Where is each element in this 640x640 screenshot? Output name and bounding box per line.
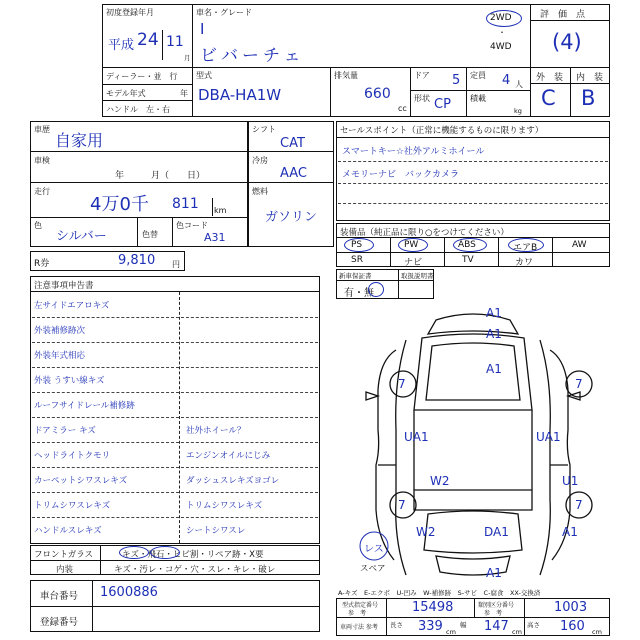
displacement: 660: [364, 86, 391, 102]
mark-left-quarter: W2: [416, 525, 436, 539]
height-unit: cm: [592, 628, 602, 636]
load-label: 積載: [470, 94, 486, 103]
warranty-value: 有・無: [344, 288, 374, 299]
shape: CP: [434, 97, 451, 112]
mark-front2: A1: [486, 327, 502, 341]
spare-mark: レス: [364, 544, 384, 555]
model-year-label: モデル年式: [106, 89, 146, 98]
height-value: 160: [560, 619, 585, 634]
displacement-label: 排気量: [334, 71, 358, 80]
length-value: 339: [418, 619, 443, 634]
color-label: 色: [34, 221, 42, 230]
interior-label: 内 装: [576, 73, 604, 83]
class-ref: 参 考: [484, 610, 503, 617]
equip-aw: AW: [572, 240, 587, 250]
doors: 5: [452, 73, 461, 88]
width-value: 147: [484, 619, 509, 634]
notes-divider: [32, 367, 318, 368]
equip-ps: PS: [351, 240, 363, 250]
exterior-label: 外 装: [536, 73, 564, 83]
notes-divider: [32, 417, 318, 418]
reg-month-unit: 月: [184, 54, 191, 62]
mark-hood: A1: [486, 362, 502, 376]
equip-abs: ABS: [458, 240, 476, 250]
equip-airbag: エアB: [513, 243, 538, 253]
interior-cond-value: キズ・汚レ・コゲ・穴・スレ・キレ・破レ: [114, 565, 276, 575]
mark-left-side: UA1: [404, 430, 429, 444]
shift-label: シフト: [252, 125, 276, 134]
registration-label: 登録番号: [40, 617, 79, 628]
height-label: 高さ: [527, 621, 540, 629]
fuel: ガソリン: [265, 210, 318, 225]
equip-pw: PW: [404, 240, 419, 250]
load-unit: kg: [514, 107, 522, 115]
ac-label: 冷房: [252, 156, 268, 165]
mark-fl-wheel: 7: [398, 377, 406, 391]
shape-label: 形状: [414, 94, 430, 103]
mileage-label: 走行: [34, 187, 50, 196]
score-label: 評 価 点: [540, 10, 586, 20]
drive-dot: ・: [498, 28, 506, 37]
equip-sr: SR: [351, 255, 363, 265]
color-code: A31: [204, 231, 226, 244]
notes-divider: [32, 442, 318, 443]
notes-left-item: トリムシワスレキズ: [34, 501, 111, 511]
usage-label: 車歴: [34, 125, 50, 134]
sales-point-2: メモリーナビ バックカメラ: [342, 170, 460, 180]
mark-right-side: UA1: [536, 430, 561, 444]
notes-left-item: カーペットシワスレキズ: [34, 476, 128, 486]
equipment-label: 装備品（純正品に限り○をつけてください）: [340, 228, 509, 238]
usage: 自家用: [55, 131, 104, 150]
notes-left-item: ルーフサイドレール補修跡: [34, 401, 135, 411]
manual-label: 取扱説明書: [401, 272, 434, 280]
shift: CAT: [280, 136, 305, 151]
notes-left-item: ハンドルスレキズ: [34, 526, 102, 536]
sales-points-label: セールスポイント（正常に機能するものに限ります）: [340, 126, 544, 136]
notes-divider: [32, 317, 318, 318]
car-name-line2: ビバーチェ: [200, 46, 305, 66]
model-code: DBA-HA1W: [198, 86, 282, 104]
color-change-label: 色替: [142, 230, 158, 239]
notes-divider: [32, 517, 318, 518]
mark-rear: A1: [486, 566, 502, 580]
reg-year: 24: [137, 30, 159, 50]
mark-left-rear-door: W2: [430, 474, 450, 488]
notes-right-item: ダッシュスレキズヨゴレ: [186, 476, 280, 486]
first-reg-label: 初度登録年月: [106, 8, 154, 17]
car-name-label: 車名・グレード: [196, 8, 252, 17]
notes-right-item: 社外ホイール？: [186, 426, 246, 436]
width-unit: cm: [512, 628, 522, 636]
sales-point-1: スマートキー☆社外アルミホイール: [342, 147, 485, 157]
handle-label: ハンドル 左・右: [106, 105, 170, 114]
notes-left-item: ドアミラー キズ: [34, 426, 96, 436]
notes-right-item: トリムシワスレキズ: [186, 501, 263, 511]
spare-label: スペア: [360, 564, 386, 574]
width-label: 幅: [460, 621, 467, 629]
inspection-label: 車検: [34, 156, 50, 165]
mark-right-rear-door: U1: [562, 474, 579, 488]
chassis-label: 車台番号: [40, 591, 79, 602]
reg-month: 11: [166, 34, 184, 50]
class-label: 類別区分番号: [478, 602, 515, 609]
recycle-section: [30, 251, 185, 271]
notes-label: 注意事項申告書: [34, 281, 94, 291]
inspection-date: 年 月（ 日）: [115, 171, 206, 181]
mileage-unit: km: [214, 206, 227, 215]
notes-divider: [32, 342, 318, 343]
mark-front1: A1: [486, 306, 502, 320]
reg-era: 平成: [108, 38, 135, 53]
notes-right-item: エンジンオイルにじみ: [186, 451, 271, 461]
interior-cond-label: 内装: [56, 565, 74, 575]
warranty-label: 新車保証書: [339, 272, 372, 280]
equip-tv: TV: [462, 255, 474, 265]
length-prefix: 車両寸法 参考: [340, 624, 378, 631]
notes-left-item: 左サイドエアロキズ: [34, 301, 110, 311]
mark-rr-wheel: 7: [575, 498, 583, 512]
color-code-label: 色コード: [176, 221, 208, 230]
class-value: 1003: [554, 600, 588, 615]
glass-label: フロントガラス: [34, 550, 93, 560]
equip-navi: ナビ: [404, 258, 423, 268]
equip-leather: カワ: [515, 258, 534, 268]
score-value: (4): [552, 30, 582, 54]
glass-chip-circle: [150, 546, 180, 559]
model-year-unit: 年: [180, 89, 188, 98]
notes-right-item: シートシワスレ: [186, 526, 246, 536]
notes-left-item: ヘッドライトクモリ: [34, 451, 111, 461]
mark-fr-wheel: 7: [575, 377, 583, 391]
type-ref: 参 考: [348, 610, 367, 617]
recycle-label: R券: [34, 259, 50, 269]
mark-rl-wheel: 7: [398, 498, 406, 512]
exterior-grade: C: [541, 86, 556, 110]
ac: AAC: [280, 166, 307, 181]
capacity: 4: [502, 73, 511, 88]
notes-left-item: 外装年式相応: [34, 351, 86, 361]
mark-rear-right: A1: [562, 525, 578, 539]
capacity-label: 定員: [470, 71, 486, 80]
notes-divider: [32, 467, 318, 468]
color: シルバー: [56, 229, 107, 244]
door-label: ドア: [414, 71, 430, 80]
notes-left-item: 外装 うすい線キズ: [34, 376, 105, 386]
type-value: 15498: [412, 600, 454, 615]
capacity-unit: 人: [515, 80, 523, 89]
car-name-line1: I: [200, 20, 205, 38]
drive-2wd: 2WD: [490, 13, 512, 23]
notes-divider: [32, 392, 318, 393]
mark-roof-rear: DA1: [484, 525, 509, 539]
model-code-label: 型式: [196, 71, 212, 80]
type-label: 型式指定番号: [342, 602, 379, 609]
cc-unit: cc: [398, 104, 407, 113]
chassis-value: 1600886: [100, 585, 158, 600]
notes-divider: [32, 492, 318, 493]
interior-grade: B: [581, 86, 596, 110]
fuel-label: 燃料: [252, 187, 268, 196]
warranty-no-circle: [368, 282, 384, 297]
mileage-sub: 811: [172, 196, 199, 212]
notes-left-item: 外装補修跡次: [34, 326, 86, 336]
glass-scratch-circle: [119, 546, 149, 559]
glass-value: キズ・飛石・ヒビ割・リペア跡・X要: [122, 550, 264, 560]
mileage-main: 4万0千: [90, 194, 149, 215]
dealer-label: ディーラー・並 行: [106, 72, 178, 81]
length-unit: cm: [446, 628, 456, 636]
damage-legend: A-キズ E-エクボ U-凹み W-補修跡 S-サビ C-腐食 XX-交換済: [338, 589, 541, 597]
drive-4wd: 4WD: [490, 42, 512, 52]
recycle-unit: 円: [172, 260, 180, 269]
length-label: 長さ: [390, 621, 403, 629]
recycle-amount: 9,810: [118, 253, 156, 268]
